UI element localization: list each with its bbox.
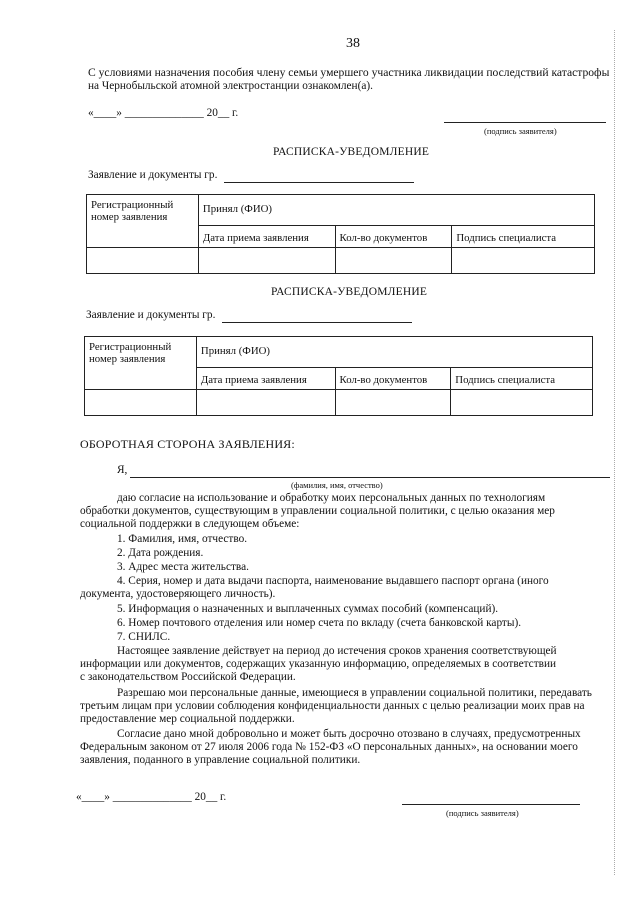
receipt-1-date-value bbox=[198, 248, 335, 274]
receipt-1-name-line bbox=[224, 182, 414, 183]
receipt-1-reg-label-2: номер заявления bbox=[91, 211, 168, 223]
page-edge bbox=[614, 30, 615, 875]
consent-item-6: 6. Номер почтового отделения или номер счета по вкладу (счета банковской карты). bbox=[117, 617, 522, 629]
receipt-2-reg-label-2: номер заявления bbox=[89, 353, 166, 365]
signature-line-top bbox=[444, 122, 606, 123]
signature-label-top: (подпись заявителя) bbox=[484, 126, 557, 136]
receipt-2-date-value bbox=[196, 390, 335, 416]
receipt-1-title: РАСПИСКА-УВЕДОМЛЕНИЕ bbox=[273, 146, 430, 158]
consent-item-1: 1. Фамилия, имя, отчество. bbox=[117, 533, 248, 545]
receipt-2-name-line bbox=[222, 322, 412, 323]
consent-item-3: 3. Адрес места жительства. bbox=[117, 561, 249, 573]
receipt-1-table bbox=[86, 194, 595, 274]
consent-item-4-line-2: документа, удостоверяющего личность). bbox=[80, 588, 276, 600]
consent-line-3: социальной поддержки в следующем объеме: bbox=[80, 518, 300, 530]
revocation-line-1: Согласие дано мной добровольно и может быть досрочно отозвано в случаях, предусмотренных bbox=[117, 728, 581, 740]
intro-line-1: С условиями назначения пособия члену семьи умершего участника ликвидации последствий катастрофы bbox=[88, 66, 610, 79]
page-number: 38 bbox=[346, 36, 360, 51]
validity-line-1: Настоящее заявление действует на период до истечения сроков хранения соответствующей bbox=[117, 645, 557, 657]
consent-line-2: обработки документов, существующим в управлении социальной политики, с целью оказания мер bbox=[80, 505, 555, 517]
validity-line-2: информации или документов, содержащих указанную информацию, определяемых в соответствии bbox=[80, 658, 557, 670]
transfer-line-3: предоставление мер социальной поддержки. bbox=[80, 713, 295, 725]
receipt-2-reg-value bbox=[85, 390, 197, 416]
receipt-1-reg-label-1: Регистрационный bbox=[91, 199, 174, 211]
fio-hint: (фамилия, имя, отчество) bbox=[291, 480, 383, 490]
date-bottom: «____» ______________ 20__ г. bbox=[76, 791, 227, 803]
date-top: «____» ______________ 20__ г. bbox=[88, 107, 239, 119]
transfer-line-1: Разрешаю мои персональные данные, имеющиеся в управлении социальной политики, передавать bbox=[117, 687, 592, 699]
consent-line-1: даю согласие на использование и обработку моих персональных данных по технологиям bbox=[117, 492, 546, 504]
receipt-2-table bbox=[84, 336, 593, 416]
receipt-1-received-label: Принял (ФИО) bbox=[202, 203, 273, 215]
receipt-1-reg-cell bbox=[87, 195, 199, 248]
receipt-2-col-sign: Подпись специалиста bbox=[451, 368, 593, 390]
receipt-2-sign-value bbox=[451, 390, 593, 416]
receipt-1-sign-value bbox=[452, 248, 595, 274]
revocation-line-3: заявления, поданного в управление социальной политики. bbox=[80, 754, 361, 766]
receipt-2-count-value bbox=[335, 390, 451, 416]
consent-item-2: 2. Дата рождения. bbox=[117, 547, 204, 559]
receipt-1-col-date: Дата приема заявления bbox=[198, 226, 335, 248]
receipt-1-col-sign: Подпись специалиста bbox=[452, 226, 595, 248]
receipt-2-col-count: Кол-во документов bbox=[335, 368, 451, 390]
revocation-line-2: Федеральным законом от 27 июля 2006 года № 152-ФЗ «О персональных данных», на основании моего bbox=[80, 741, 578, 753]
intro-line-2: на Чернобыльской атомной электростанции ознакомлен(а). bbox=[88, 80, 373, 92]
i-label: Я, bbox=[117, 464, 128, 476]
receipt-2-docs-label: Заявление и документы гр. bbox=[86, 309, 216, 321]
fio-line bbox=[130, 477, 610, 478]
receipt-2-received-label: Принял (ФИО) bbox=[200, 345, 271, 357]
receipt-2-col-date: Дата приема заявления bbox=[196, 368, 335, 390]
consent-item-4-line-1: 4. Серия, номер и дата выдачи паспорта, наименование выдавшего паспорт органа (иного bbox=[117, 575, 549, 587]
receipt-1-received-cell bbox=[198, 195, 594, 226]
receipt-1-docs-label: Заявление и документы гр. bbox=[88, 169, 218, 181]
receipt-2-received-cell bbox=[196, 337, 592, 368]
signature-label-bottom: (подпись заявителя) bbox=[446, 808, 519, 818]
consent-item-5: 5. Информация о назначенных и выплаченных суммах пособий (компенсаций). bbox=[117, 603, 499, 615]
receipt-2-title: РАСПИСКА-УВЕДОМЛЕНИЕ bbox=[271, 286, 428, 298]
receipt-1-col-count: Кол-во документов bbox=[335, 226, 452, 248]
receipt-1-reg-value bbox=[87, 248, 199, 274]
transfer-line-2: третьим лицам при условии соблюдения конфиденциальности данных с целью реализации моих прав на bbox=[80, 700, 585, 712]
receipt-2-reg-label-1: Регистрационный bbox=[89, 341, 172, 353]
reverse-title: ОБОРОТНАЯ СТОРОНА ЗАЯВЛЕНИЯ: bbox=[80, 437, 295, 451]
signature-line-bottom bbox=[402, 804, 580, 805]
receipt-2-reg-cell bbox=[85, 337, 197, 390]
consent-item-7: 7. СНИЛС. bbox=[117, 631, 171, 643]
receipt-1-count-value bbox=[335, 248, 452, 274]
validity-line-3: с законодательством Российской Федерации. bbox=[80, 671, 296, 683]
